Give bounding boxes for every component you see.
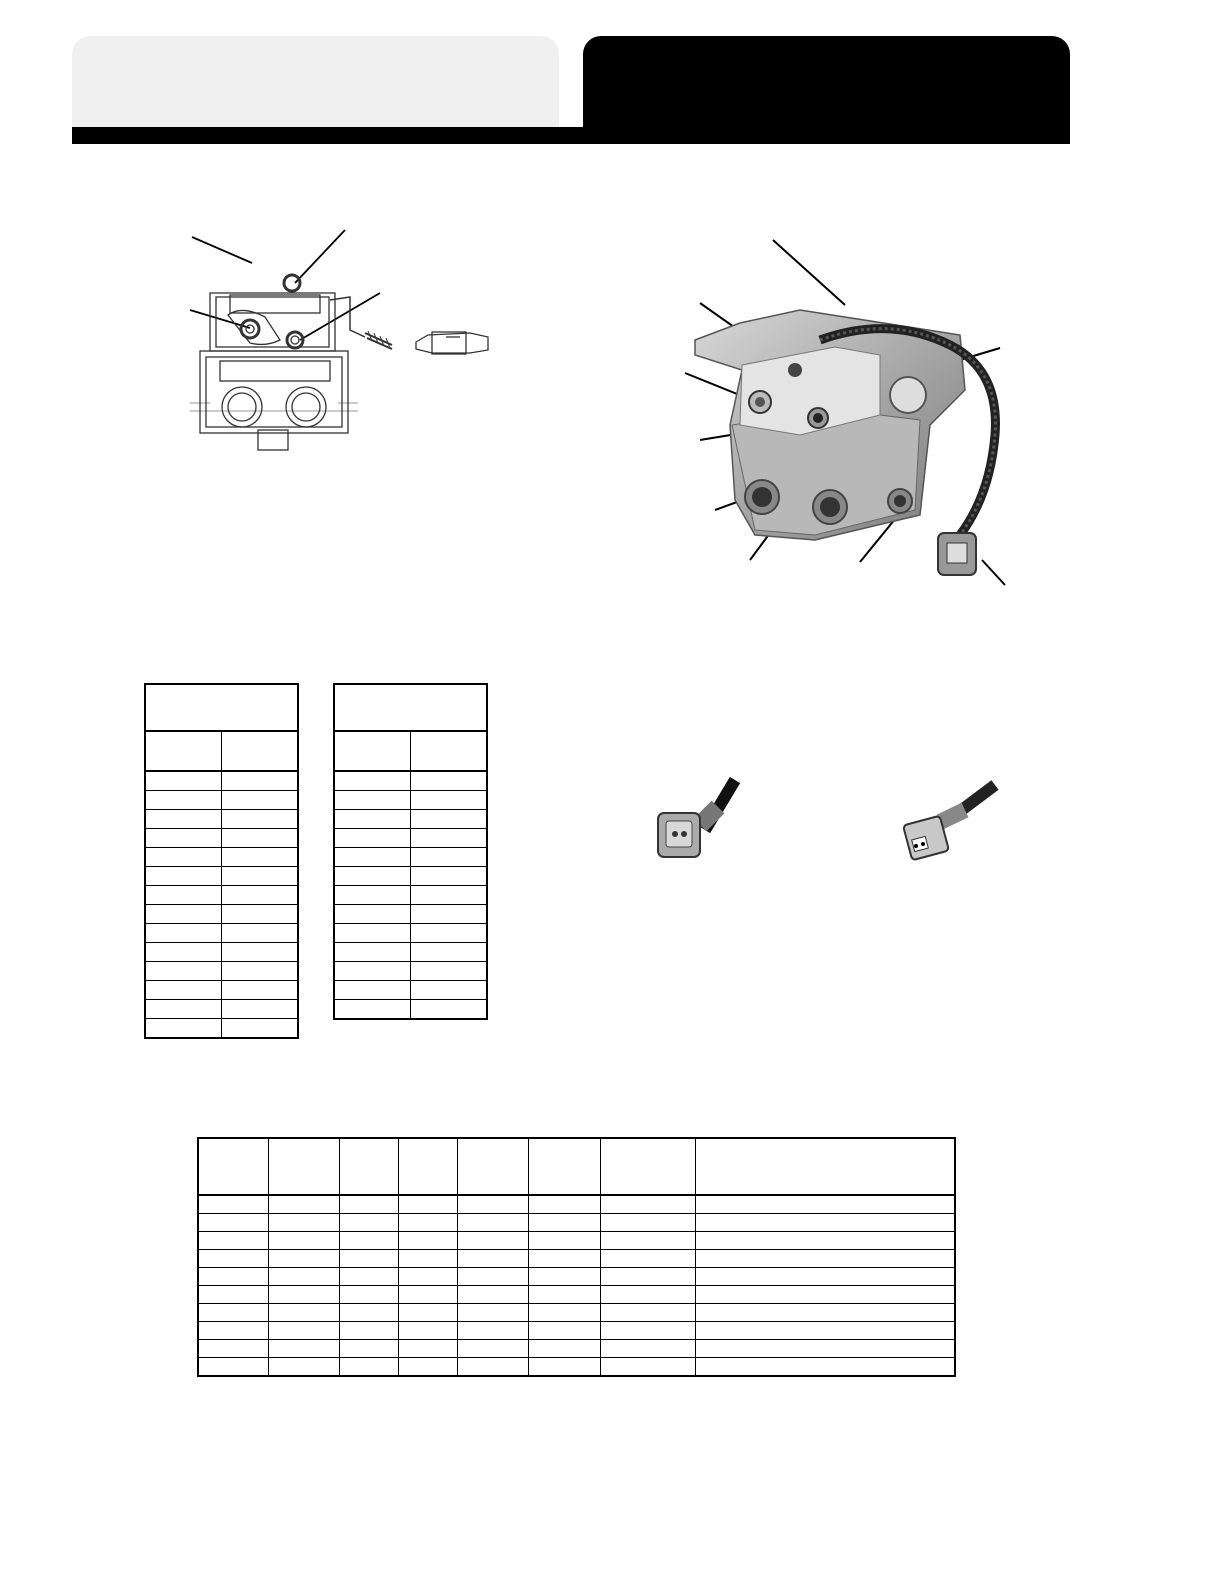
table-a-header xyxy=(145,684,298,731)
valve-photo-icon xyxy=(660,235,1020,595)
header-rule xyxy=(72,127,1070,144)
table-b xyxy=(333,683,488,1020)
table-a xyxy=(144,683,299,1039)
connector-socket-icon xyxy=(895,780,1005,865)
header-tab-left xyxy=(72,36,559,128)
connector-plug-icon xyxy=(650,775,750,865)
table-b-header xyxy=(334,684,487,731)
valve-line-drawing-icon xyxy=(170,225,520,465)
spec-table xyxy=(197,1137,956,1377)
